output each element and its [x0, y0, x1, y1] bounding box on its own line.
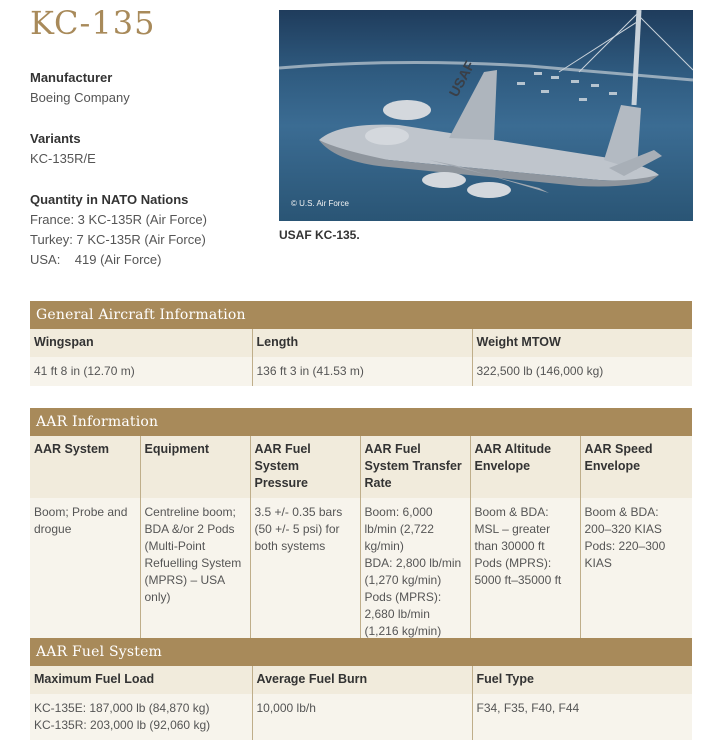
table-cell: Centreline boom; BDA &/or 2 Pods (Multi-Point Refuelling System (MPRS) – USA only) [140, 498, 250, 646]
column-header: AAR Altitude Envelope [470, 436, 580, 498]
wing-lettering: USAF [445, 58, 478, 100]
quantity-usa: USA: 419 (Air Force) [30, 252, 162, 267]
column-header: Average Fuel Burn [252, 666, 472, 694]
aircraft-photo [279, 10, 693, 221]
fuel-system-header: AAR Fuel System [30, 638, 692, 666]
table-cell: 3.5 +/- 0.35 bars (50 +/- 5 psi) for both systems [250, 498, 360, 646]
kc135-illustration [279, 10, 693, 221]
column-header: Wingspan [30, 329, 252, 357]
column-header: Length [252, 329, 472, 357]
photo-credit: © U.S. Air Force [291, 199, 349, 208]
column-header: Fuel Type [472, 666, 692, 694]
column-header: AAR Fuel System Transfer Rate [360, 436, 470, 498]
table-cell: 41 ft 8 in (12.70 m) [30, 357, 252, 386]
table-cell: 10,000 lb/h [252, 694, 472, 740]
variants-block [30, 129, 270, 169]
page-title: KC-135 [30, 4, 156, 42]
table-cell: Boom & BDA: 200–320 KIAS Pods: 220–300 KIAS [580, 498, 692, 646]
quantity-france: France: 3 KC-135R (Air Force) [30, 212, 207, 227]
table-cell: F34, F35, F40, F44 [472, 694, 692, 740]
column-header: AAR Speed Envelope [580, 436, 692, 498]
table-cell: KC-135E: 187,000 lb (84,870 kg) KC-135R: 203,000 lb (92,060 kg) [30, 694, 252, 740]
aar-info-header: AAR Information [30, 408, 692, 436]
variants-value: KC-135R/E [30, 151, 96, 166]
table-cell: 136 ft 3 in (41.53 m) [252, 357, 472, 386]
quantity-block [30, 190, 270, 270]
photo-caption: USAF KC-135. [279, 228, 360, 242]
table-cell: Boom: 6,000 lb/min (2,722 kg/min) BDA: 2,800 lb/min (1,270 kg/min) Pods (MPRS): 2,680 lb/min (1,216 kg/min) [360, 498, 470, 646]
variants-label: Variants [30, 131, 81, 146]
table-cell: Boom; Probe and drogue [30, 498, 140, 646]
quantity-label: Quantity in NATO Nations [30, 192, 189, 207]
quantity-turkey: Turkey: 7 KC-135R (Air Force) [30, 232, 206, 247]
manufacturer-block [30, 68, 270, 108]
table-cell: 322,500 lb (146,000 kg) [472, 357, 692, 386]
column-header: AAR System [30, 436, 140, 498]
aar-info-table [30, 408, 692, 646]
general-info-table [30, 301, 692, 386]
fuel-system-table [30, 638, 692, 740]
column-header: Weight MTOW [472, 329, 692, 357]
manufacturer-value: Boeing Company [30, 90, 130, 105]
column-header: AAR Fuel System Pressure [250, 436, 360, 498]
general-info-header: General Aircraft Information [30, 301, 692, 329]
aircraft-summary [30, 68, 270, 291]
manufacturer-label: Manufacturer [30, 70, 113, 85]
column-header: Maximum Fuel Load [30, 666, 252, 694]
table-cell: Boom & BDA: MSL – greater than 30000 ft Pods (MPRS): 5000 ft–35000 ft [470, 498, 580, 646]
column-header: Equipment [140, 436, 250, 498]
